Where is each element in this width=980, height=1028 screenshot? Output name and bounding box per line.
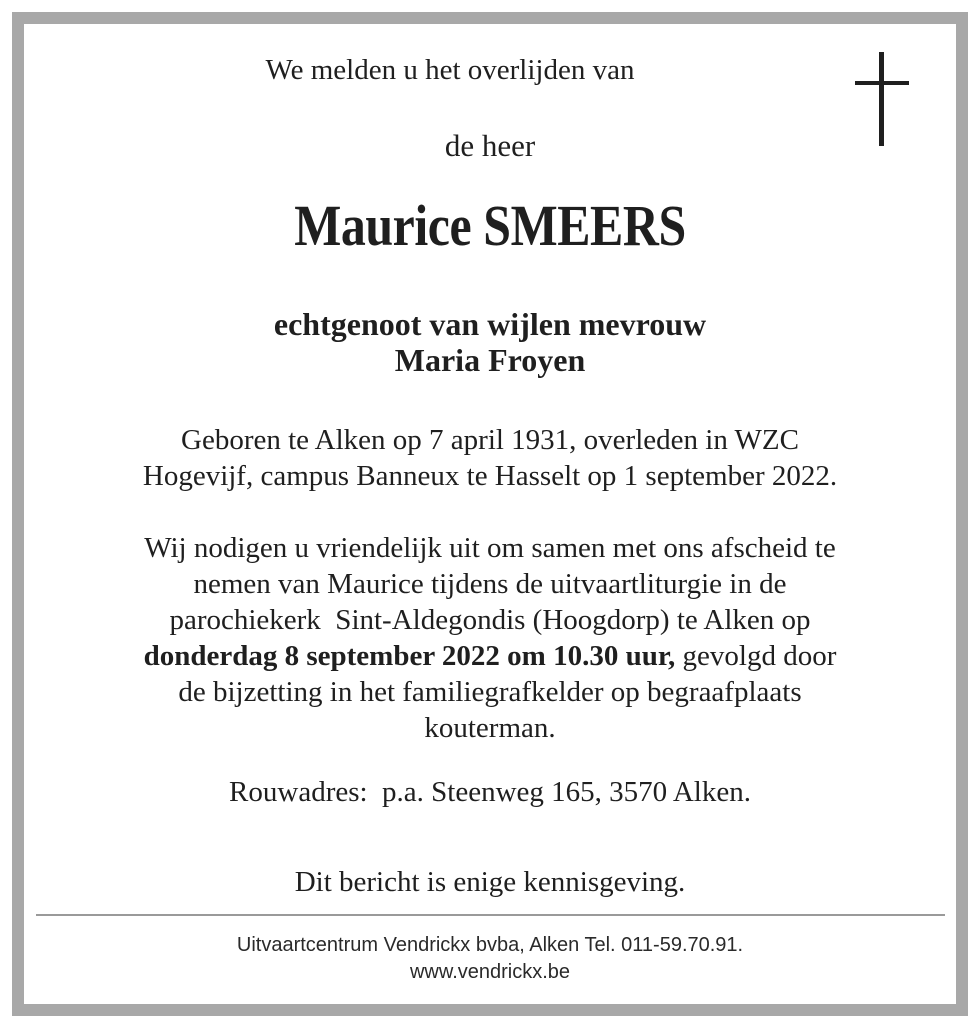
footer-divider bbox=[36, 914, 945, 916]
mourning-address: Rouwadres: p.a. Steenweg 165, 3570 Alken. bbox=[229, 776, 751, 808]
footer bbox=[0, 932, 980, 986]
birth-line-2: Hogevijf, campus Banneux te Hasselt op 1 september 2022. bbox=[142, 460, 838, 492]
invitation-line-4-rest: gevolgd door bbox=[675, 640, 837, 672]
spouse-name: Maria Froyen bbox=[394, 342, 586, 378]
invitation-paragraph bbox=[0, 530, 980, 746]
invitation-line-1: Wij nodigen u vriendelijk uit om samen met ons afscheid te bbox=[144, 532, 836, 564]
birth-death-paragraph bbox=[0, 422, 980, 494]
invitation-line-3: parochiekerk Sint-Aldegondis (Hoogdorp) te Alken op bbox=[169, 604, 811, 636]
invitation-line-2: nemen van Maurice tijdens de uitvaartliturgie in de bbox=[193, 568, 787, 600]
deceased-name: Maurice SMEERS bbox=[294, 193, 686, 258]
honorific: de heer bbox=[444, 128, 536, 163]
invitation-line-5: de bijzetting in het familiegrafkelder op begraafplaats bbox=[178, 676, 802, 708]
spouse-line-1: echtgenoot van wijlen mevrouw bbox=[273, 306, 707, 342]
invitation-line-4 bbox=[0, 638, 980, 674]
funeral-date-time: donderdag 8 september 2022 om 10.30 uur, bbox=[143, 640, 676, 672]
spouse-block bbox=[0, 306, 980, 378]
funeral-home-line: Uitvaartcentrum Vendrickx bvba, Alken Tel. 011-59.70.91. bbox=[236, 934, 744, 956]
invitation-line-6: kouterman. bbox=[424, 712, 556, 744]
funeral-home-website[interactable]: www.vendrickx.be bbox=[409, 961, 571, 983]
notice-text: Dit bericht is enige kennisgeving. bbox=[294, 866, 686, 898]
intro-text: We melden u het overlijden van bbox=[265, 54, 635, 86]
birth-line-1: Geboren te Alken op 7 april 1931, overleden in WZC bbox=[181, 424, 799, 456]
